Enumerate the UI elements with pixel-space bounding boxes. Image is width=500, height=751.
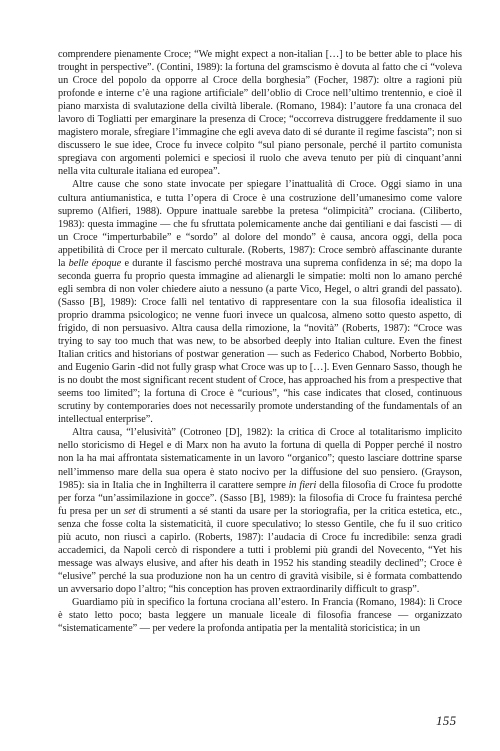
paragraph: Altre cause che sono state invocate per spiegare l’inattualità di Croce. Oggi siamo in una cultura antiumanistica, e tutta l’opera di Croce è una costruzione dell’umanesimo come valore supremo (Alfieri, 1988). Oppure inattuale sarebbe la pretesa “olimpicità” crociana. (Ciliberto, 1983): questa immagine — che fu sfruttata polemicamente anche dai gentiliani e dai fascisti — di un Croce “imperturbabile” e “sordo” al dolore del mondo” è causa, ancora oggi, della poca appetibilità di Croce per il mercato culturale. (Roberts, 1987): Croce sembrò affascinante durante la belle époque e durante il fascismo perché mostrava una suprema confidenza in sé; ma dopo la seconda guerra fu proprio questa immagine ad alienargli le simpatie: molti non lo amano perché egli sembra di non voler chiedere aiuto a nessuno (a parte Vico, Hegel, o altri grandi del passato). (Sasso [B], 1989): Croce fallì nel tentativo di rappresentare con la sua filosofia idealistica il proprio dramma psicologico; ne venne fuori invece un qualcosa, almeno sotto questo aspetto, di frigido, di non persuasivo. Altra causa della rimozione, la “novità” (Roberts, 1987): “Croce was trying to say too much that was new, to be absorbed deeply into Italian culture. Even the finest Italian critics and historians of postwar generation — such as Federico Chabod, Norberto Bobbio, and Eugenio Garin -did not fully grasp what Croce was up to […]. Even Gennaro Sasso, though he is no doubt the most significant recent student of Croce, has approached his from a prespective that seems too limited”; la fortuna di Croce è “curious”, “his case indicates that closed, continuous scrutiny by contemporaries does not necessarily promote understanding of the fundamentals of an intellectual enterprise”.	[58, 179, 462, 426]
page-number: 155	[436, 713, 457, 728]
paragraph: Altra causa, “l’elusività” (Cotroneo [D], 1982): la critica di Croce al totalitarismo implicito nello storicismo di Hegel e di Marx non ha avuto la fortuna di quella di Popper perché il nostro non la ha mai affrontata sistematicamente in un lavoro “organico”; questo lasciare dottrine sparse nell’immenso mare della sua opera è stato nocivo per la diffusione del suo pensiero. (Grayson, 1985): sia in Italia che in Inghilterra il carattere sempre in fieri della filosofia di Croce fu prodotte per forza “un’assimilazione in gocce”. (Sasso [B], 1989): la filosofia di Croce fu fraintesa perché fu presa per un set di strumenti a sé stanti da usare per la storiografia, per la critica estetica, etc., senza che fosse colta la sistematicità, il cuore speculativo; lo stesso Gentile, che fu il suo critico più acuto, non riuscì a capirlo. (Roberts, 1987): l’audacia di Croce fu incredibile: senza gradi accademici, da Napoli cercò di rispondere a tutti i problemi più grandi del Novecento, “Yet his message was always elusive, and after his death in 1952 his standing steadily declined”; Croce è “elusive” perché la sua produzione non ha un centro di gravità visibile, si è formata combattendo un avversario dopo l’altro; “his conception has proven extraordinarily difficult to grasp”.	[58, 427, 462, 595]
paragraph: Guardiamo più in specifico la fortuna crociana all’estero. In Francia (Romano, 1984): lì Croce è stato letto poco; basta leggere un manuale liceale di filosofia francese — organizzato “sistematicamente” — per vedere la profonda antipatia per la mentalità storicistica; in un	[58, 596, 462, 635]
italic-term: in fieri	[288, 479, 317, 491]
italic-term: set	[124, 505, 136, 517]
italic-term: belle époque	[68, 257, 122, 269]
paragraph: comprendere pienamente Croce; “We might expect a non-italian […] to be better able to place his trought in perspective”. (Contini, 1989): la fortuna del gramscismo è dovuta al fatto che ci “voleva un Croce del popolo da opporre al Croce della borghesia” (Focher, 1987): oltre a ragioni più profonde e interne c’è una ragione artificiale” dell’oblio di Croce nell’ultimo trentennio, e cioè il piano marxista di svalutazione della civiltà liberale. (Romano, 1984): l’autore fa una cronaca del lavoro di Togliatti per emarginare la presenza di Croce; “occorreva distruggere freddamente il suo magistero morale, sfregiare l’immagine che egli aveva dato di sé durante il regime fascista”; non si discussero le sue idee, Croce fu invece colpito “sul piano personale, perché il partito comunista spregiava con argomenti polemici e speciosi il ruolo che aveva tenuto per più di cinquant’anni nella vita culturale italiana ed europea”.	[58, 49, 462, 178]
body-text	[58, 48, 462, 635]
